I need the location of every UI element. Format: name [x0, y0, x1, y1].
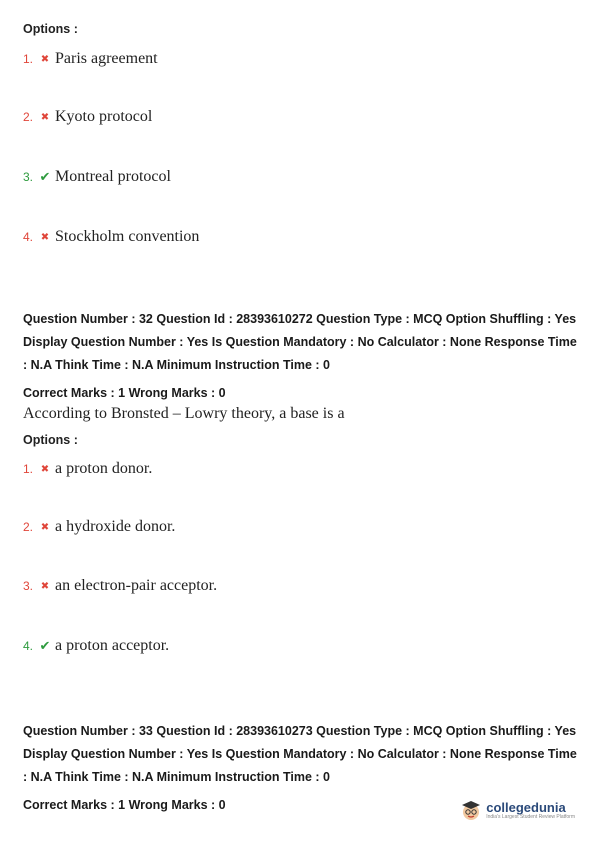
option-number: 1. — [23, 462, 34, 476]
option-2 — [23, 107, 152, 127]
cross-mark-icon: ✖ — [40, 111, 50, 123]
option-3 — [23, 576, 217, 596]
option-text: a proton acceptor. — [55, 637, 170, 654]
options-label: Options : — [23, 22, 78, 36]
meta-line: Question Number : 32 Question Id : 28393610272 Question Type : MCQ Option Shuffling : Yes — [23, 312, 577, 326]
option-number: 4. — [23, 230, 34, 244]
meta-line: Display Question Number : Yes Is Question Mandatory : No Calculator : None Response Time — [23, 335, 577, 349]
option-number: 4. — [23, 639, 34, 653]
option-number: 3. — [23, 579, 34, 593]
check-mark-icon: ✔ — [39, 169, 51, 185]
option-number: 3. — [23, 170, 34, 184]
marks-info: Correct Marks : 1 Wrong Marks : 0 — [23, 386, 226, 400]
options-label: Options : — [23, 433, 78, 447]
option-number: 2. — [23, 110, 34, 124]
question-text: According to Bronsted – Lowry theory, a base is a — [23, 405, 345, 422]
check-mark-icon: ✔ — [39, 638, 51, 654]
question-meta — [23, 308, 579, 377]
option-text: a hydroxide donor. — [55, 518, 176, 535]
cross-mark-icon: ✖ — [40, 231, 50, 243]
cross-mark-icon: ✖ — [40, 53, 50, 65]
option-4 — [23, 227, 199, 247]
option-text: Stockholm convention — [55, 228, 200, 245]
option-text: Paris agreement — [55, 50, 158, 67]
cross-mark-icon: ✖ — [40, 463, 50, 475]
option-1 — [23, 459, 152, 479]
mascot-icon — [459, 798, 483, 822]
option-number: 2. — [23, 520, 34, 534]
cross-mark-icon: ✖ — [40, 580, 50, 592]
option-3 — [23, 167, 171, 187]
option-1 — [23, 49, 158, 69]
logo-tagline: India's Largest Student Review Platform — [486, 813, 575, 820]
question-meta — [23, 720, 579, 789]
collegedunia-logo[interactable] — [459, 798, 575, 822]
cross-mark-icon: ✖ — [40, 521, 50, 533]
meta-line: Question Number : 33 Question Id : 28393610273 Question Type : MCQ Option Shuffling : Yes — [23, 724, 577, 738]
option-text: Kyoto protocol — [55, 108, 153, 125]
option-text: Montreal protocol — [55, 168, 171, 185]
meta-line: Display Question Number : Yes Is Question Mandatory : No Calculator : None Response Time — [23, 747, 577, 761]
option-text: a proton donor. — [55, 460, 153, 477]
option-text: an electron-pair acceptor. — [55, 577, 218, 594]
option-2 — [23, 517, 175, 537]
meta-line: : N.A Think Time : N.A Minimum Instruction Time : 0 — [23, 358, 330, 372]
marks-info: Correct Marks : 1 Wrong Marks : 0 — [23, 798, 226, 812]
option-4 — [23, 636, 169, 656]
option-number: 1. — [23, 52, 34, 66]
logo-name: collegedunia — [486, 799, 566, 815]
meta-line: : N.A Think Time : N.A Minimum Instruction Time : 0 — [23, 770, 330, 784]
